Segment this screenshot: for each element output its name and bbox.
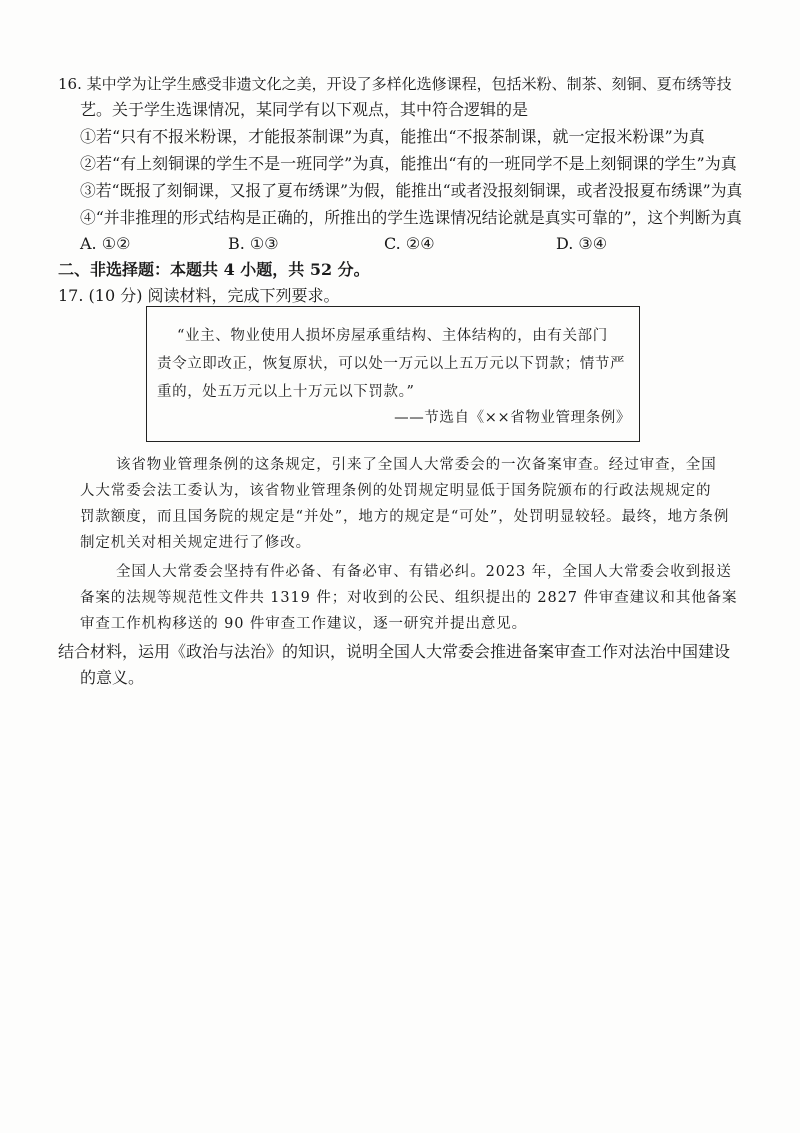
q17-title: 17. (10 分) 阅读材料，完成下列要求。 (58, 286, 340, 305)
material-para-1-line-1: 该省物业管理条例的这条规定，引来了全国人大常委会的一次备案审查。经过审查，全国 (116, 457, 717, 473)
material-para-1-line-3: 罚款额度，而且国务院的规定是“并处”，地方的规定是“可处”，处罚明显较轻。最终，地方条例 (80, 509, 730, 525)
material-para-1-line-4: 制定机关对相关规定进行了修改。 (80, 535, 311, 551)
q16-statement-4: ④“并非推理的形式结构是正确的，所推出的学生选课情况结论就是真实可靠的”，这个判断为真 (80, 208, 742, 227)
q17-task-line-1: 结合材料，运用《政治与法治》的知识，说明全国人大常委会推进备案审查工作对法治中国建设 (58, 642, 731, 661)
material-para-2-line-1: 全国人大常委会坚持有件必备、有备必审、有错必纠。2023 年，全国人大常委会收到报送 (116, 564, 732, 580)
quote-line-3: 重的，处五万元以上十万元以下罚款。” (157, 384, 415, 400)
q16-option-d: D. ③④ (556, 234, 608, 253)
quote-line-2: 责令立即改正，恢复原状，可以处一万元以上五万元以下罚款；情节严 (157, 356, 626, 372)
quote-source: ——节选自《××省物业管理条例》 (394, 410, 631, 426)
q16-option-b: B. ①③ (228, 234, 279, 253)
q16-option-c: C. ②④ (384, 234, 435, 253)
material-para-2-line-2: 备案的法规等规范性文件共 1319 件；对收到的公民、组织提出的 2827 件审查建议和其他备案 (80, 590, 738, 606)
quote-line-1: “业主、物业使用人损坏房屋承重结构、主体结构的，由有关部门 (177, 328, 608, 344)
q16-stem-line-2: 艺。关于学生选课情况，某同学有以下观点，其中符合逻辑的是 (80, 100, 529, 119)
section-2-header: 二、非选择题：本题共 4 小题，共 52 分。 (58, 260, 370, 279)
q16-stem-line-1: 16. 某中学为让学生感受非遗文化之美，开设了多样化选修课程，包括米粉、制茶、刻铜、夏布绣等技 (58, 75, 732, 93)
q16-option-a: A. ①② (80, 234, 131, 253)
material-para-1-line-2: 人大常委会法工委认为，该省物业管理条例的处罚规定明显低于国务院颁布的行政法规规定的 (80, 483, 712, 499)
material-para-2-line-3: 审查工作机构移送的 90 件审查工作建议，逐一研究并提出意见。 (80, 616, 528, 632)
q16-statement-2: ②若“有上刻铜课的学生不是一班同学”为真，能推出“有的一班同学不是上刻铜课的学生”为真 (80, 154, 737, 173)
q16-statement-3: ③若“既报了刻铜课，又报了夏布绣课”为假，能推出“或者没报刻铜课，或者没报夏布绣课”为真 (80, 181, 743, 200)
q17-task-line-2: 的意义。 (80, 668, 145, 687)
q16-statement-1: ①若“只有不报米粉课，才能报茶制课”为真，能推出“不报茶制课，就一定报米粉课”为真 (80, 127, 705, 146)
q17-quote-box (146, 306, 640, 442)
